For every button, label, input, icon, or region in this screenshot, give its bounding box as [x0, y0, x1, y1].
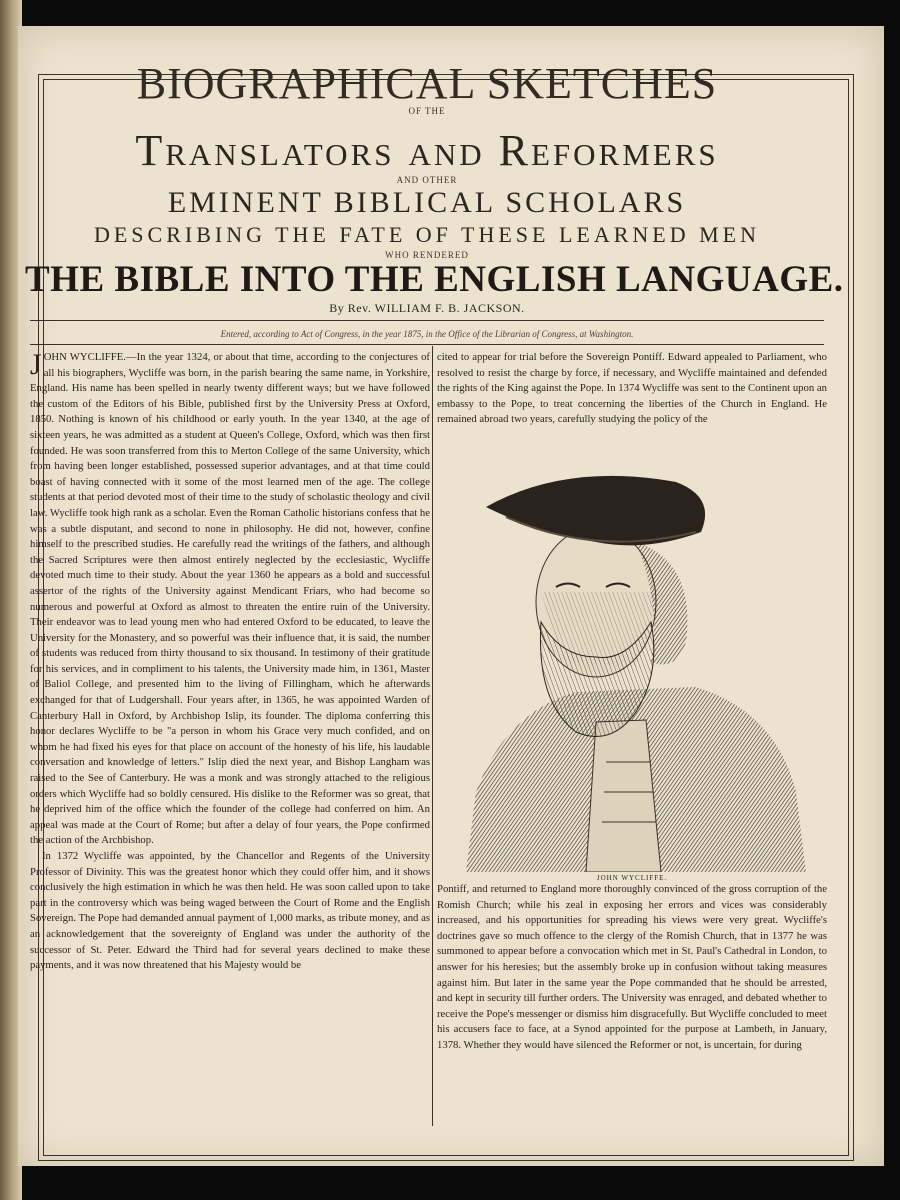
right-column-top	[437, 350, 827, 428]
title-and-other: AND OTHER	[396, 175, 458, 185]
wycliffe-portrait-engraving	[446, 462, 818, 872]
column-divider	[432, 346, 433, 1126]
byline: By Rev. WILLIAM F. B. JACKSON.	[329, 301, 525, 315]
right-column-bottom	[437, 882, 827, 1054]
rule-bottom	[30, 344, 824, 345]
title-line-4: DESCRIBING THE FATE OF THESE LEARNED MEN	[93, 222, 760, 247]
left-column	[30, 350, 430, 974]
rule-top	[30, 320, 824, 321]
right-top-text: cited to appear for trial before the Sovereign Pontiff. Edward appealed to Parliament, who resolved to resist the charge by force, if necessary, and Wycliffe maintained and defended the rights of the King against the Pope. In 1374 Wycliffe was sent to the Continent upon an embassy to the Pope, to treat concerning the liberties of the Church in England. He remained abroad two years, carefully studying the policy of the	[437, 351, 827, 426]
title-who-rendered: WHO RENDERED	[385, 250, 469, 260]
title-line-2: Translators and Reformers	[135, 126, 719, 175]
right-bottom-text: Pontiff, and returned to England more thoroughly convinced of the gross corruption of the Romish Church; while his zeal in exposing her errors and vices was considerably increased, and his opportunities for spreading his views were very great. Wycliffe's doctrines gave so much offence to the clergy of the Romish Church, that in 1377 he was summoned to appear before a convocation which met in St. Paul's Cathedral in London, to answer for his heresies; but the assembly broke up in confusion without taking measures against him. But later in the same year the Pope commanded that he should be arrested, and kept in security till further orders. The University was enraged, and debated whether to receive the Pope's messenger or dismiss him disgracefully. But Wycliffe concluded to meet his accusers face to face, at a Synod appointed for the purpose at Lambeth, in January, 1378. Whether they would have silenced the Reformer or not, is uncertain, for during	[437, 883, 827, 1051]
paragraph-2: In 1372 Wycliffe was appointed, by the Chancellor and Regents of the University Professor of Divinity. This was the greatest honor which they could offer him, and it shows conclusively the high estimation in which he was then held. He was soon called upon to take part in the controversy which was being waged between the Court of Rome and the English Sovereign. The Pope had demanded annual payment of 1,000 marks, as tribute money, and as an acknowledgement that the sovereignty of England was under the authority of the successor of St. Peter. Edward the Third had for several years declined to make these payments, and it was now threatened that his Majesty would be	[30, 850, 430, 972]
title-line-3: EMINENT BIBLICAL SCHOLARS	[167, 186, 687, 219]
title-line-5: THE BIBLE INTO THE ENGLISH LANGUAGE.	[25, 259, 844, 300]
title-line-1: BIOGRAPHICAL SKETCHES	[136, 59, 718, 108]
paragraph-1: OHN WYCLIFFE.—In the year 1324, or about that time, according to the conjectures of all his biographers, Wycliffe was born, in the parish bearing the same name, in Yorkshire, England. His name has been spelled in nearly twenty different ways; but we have followed the custom of the Editors of his Bible, published first by the University Press at Oxford, 1850. Nothing is known of his childhood or early youth. In the year 1340, at the age of sixteen years, he was admitted as a student at Queen's College, Oxford, which was then first founded. He was soon transferred from this to Merton College of the same University, which from having been longer established, possessed superior advantages, and at that time could boast of having connected with it some of the most learned men of the age. The college students at that period devoted most of their time to the study of scholastic theology and civil law. Wycliffe took high rank as a scholar. Even the Roman Catholic historians confess that he was a subtle disputant, and second to none in philosophy. He did not, however, confine himself to the prescribed studies. He carefully read the writings of the fathers, and although the Sacred Scriptures were then almost entirely neglected by the ecclesiastic, Wycliffe devoted much time to their study. About the year 1360 he appears as a bold and successful assertor of the rights of the University against Mendicant Friars, who had become so numerous and powerful at Oxford as almost to threaten the entire ruin of the University. Their endeavor was to lead young men who had entered Oxford to be educated, to leave the University for the Monastery, and so powerful was their influence that, it is said, the number of students was reduced from thirty thousand to six thousand. In testimony of their gratitude for his services, and in compliment to his talents, the University made him, in 1361, Master of Baliol College, and presented him to the living of Fillingham, which he afterwards exchanged for that of Ludgershall. Four years after, in 1365, he was appointed Warden of Canterbury Hall in Oxford, by Archbishop Islip, its founder. The diploma conferring this honor declares Wycliffe to be "a person in whom his Grace very much confided, and on whom he had fixed his eyes for that place on account of the honesty of his life, his laudable conversation and knowledge of letters." Islip died the next year, and Bishop Langham was raised to the See of Canterbury. He was a monk and was strongly attached to the religious orders which Wycliffe had so boldly censured. His dislike to the Reformer was so great, that he deprived him of the office which the founder of the college had conferred on him. An appeal was made at the Court of Rome; but after a delay of four years, the Pope confirmed the action of the Archbishop.	[30, 351, 430, 847]
copyright-notice: Entered, according to Act of Congress, in the year 1875, in the Office of the Librarian of Congress, at Washington.	[220, 329, 634, 339]
title-of-the: OF THE	[408, 106, 446, 116]
portrait-caption: JOHN WYCLIFFE.	[596, 874, 668, 882]
drop-cap: J	[30, 348, 42, 381]
